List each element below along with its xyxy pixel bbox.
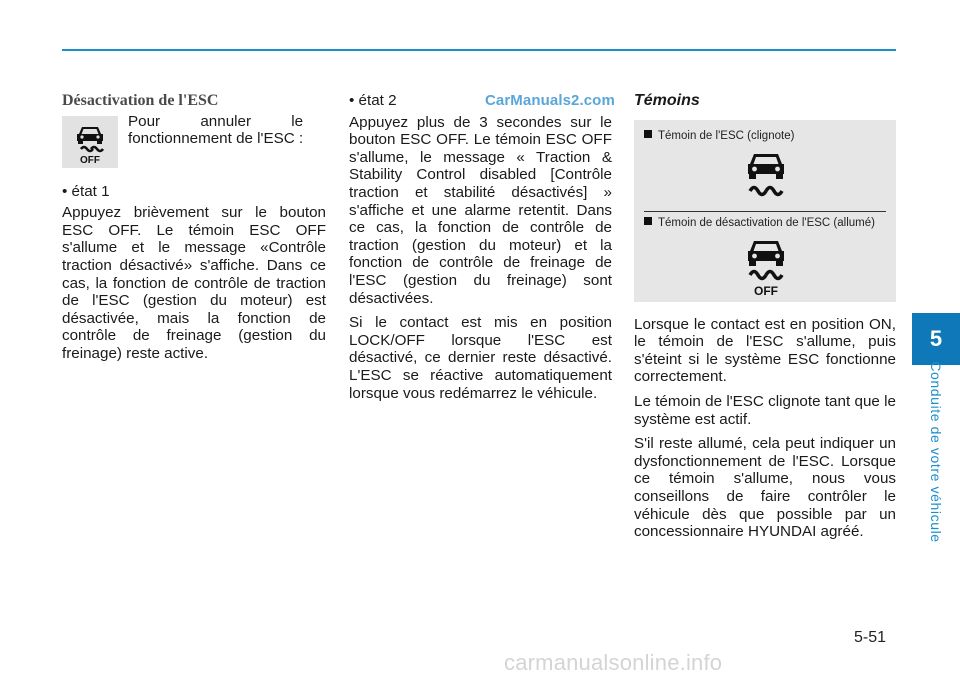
indicator-2-caption-text: Témoin de désactivation de l'ESC (allumé) [658, 216, 875, 229]
state-1-text: Appuyez brièvement sur le bouton ESC OFF. Le témoin ESC OFF s'allume et le message «Contrôle traction désactivé» s'affiche. Dans ce cas, la fonction de contrôle de traction de l'ESC (gestion du moteur) est désactivée, mais la fonction de contrôle de freinage (gestion du freinage) reste active. [62, 204, 326, 362]
state-2-label: • état 2 [349, 92, 397, 109]
column-2 [349, 92, 612, 409]
indicator-1-caption [644, 130, 794, 143]
esc-indicator-icon [744, 148, 788, 207]
indicator-1-caption-text: Témoin de l'ESC (clignote) [658, 129, 795, 142]
state-1-label: • état 1 [62, 182, 110, 200]
page-number: 5-51 [854, 629, 887, 646]
esc-off-indicator-label: OFF [754, 283, 778, 298]
esc-off-icon [62, 116, 118, 168]
chapter-tab: 5 [912, 313, 960, 365]
bullet-square-icon [644, 130, 652, 138]
esc-off-indicator-icon [744, 237, 788, 304]
reactivation-text: Si le contact est mis en position LOCK/OFF lorsque l'ESC est désactivé, ce dernier reste désactivé. L'ESC se réactive automatiquement lorsque vous redémarrez le véhicule. [349, 314, 612, 402]
indicator-para-1: Lorsque le contact est en position ON, le témoin de l'ESC s'allume, puis s'éteint si le système ESC fonctionne correctement. [634, 315, 896, 386]
indicators-heading: Témoins [634, 92, 700, 109]
header-rule [62, 49, 896, 51]
esc-off-icon-label: OFF [80, 154, 100, 166]
intro-line-1: Pour annuler le [128, 112, 304, 130]
column-3 [634, 92, 896, 548]
state-2-text: Appuyez plus de 3 secondes sur le bouton ESC OFF. Le témoin ESC OFF s'allume, le message « Traction & Stability Control disabled [Contrôle traction et stabilité désactivés] » s'affiche et une alarme retentit. Dans ce cas, la fonction de contrôle de traction (gestion du moteur) et la fonction de contrôle de freinage de l'ESC (gestion du freinage) sont désactivées. [349, 113, 612, 307]
intro-text [128, 113, 303, 148]
esc-off-intro [62, 112, 326, 168]
intro-line-2: fonctionnement de l'ESC : [128, 130, 304, 148]
indicator-divider [644, 211, 886, 213]
chapter-title: Conduite de votre véhicule [928, 361, 944, 543]
footer-watermark: carmanualsonline.info [504, 650, 723, 675]
indicator-2-caption [644, 217, 875, 230]
indicator-panel [634, 120, 896, 302]
indicator-para-3: S'il reste allumé, cela peut indiquer un dysfonctionnement de l'ESC. Lorsque ce témoin s'allume, nous vous conseillons de faire contrôler le véhicule dès que possible par un concessionnaire HYUNDAI agréé. [634, 435, 896, 541]
bullet-square-icon [644, 217, 652, 225]
indicator-para-2: Le témoin de l'ESC clignote tant que le système est actif. [634, 392, 896, 428]
watermark-link[interactable]: CarManuals2.com [485, 92, 615, 109]
column-1 [62, 92, 326, 370]
section-heading: Désactivation de l'ESC [62, 92, 219, 109]
